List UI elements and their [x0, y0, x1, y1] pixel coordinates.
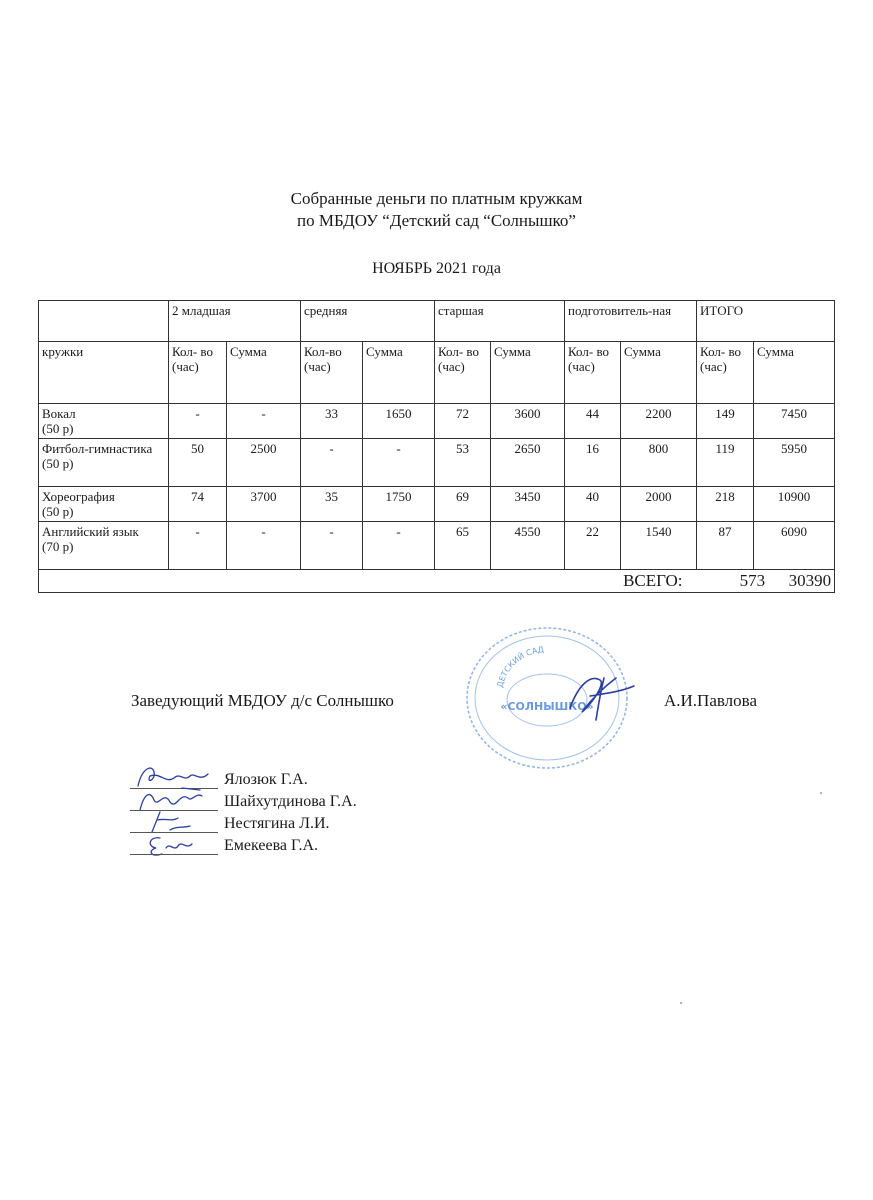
table-cell: 69: [435, 487, 491, 522]
table-cell: 33: [301, 404, 363, 439]
table-cell: 50: [169, 439, 227, 487]
table-cell: 218: [697, 487, 754, 522]
table-cell: 1650: [363, 404, 435, 439]
sub-header-row: [39, 342, 835, 404]
total-row: [39, 570, 835, 593]
club-name: Английский язык: [42, 524, 139, 539]
sum-header: Сумма: [227, 342, 301, 404]
club-price: (50 р): [42, 456, 74, 471]
document-title-line1: Собранные деньги по платным кружкам: [290, 189, 583, 208]
total-cell: [39, 570, 835, 593]
head-name: А.И.Павлова: [664, 691, 758, 710]
total-sum: 30390: [788, 571, 832, 590]
stamp-center-text: «СОЛНЫШКО»: [500, 700, 594, 713]
member-name: Емекеева Г.А.: [224, 837, 319, 854]
sum-header: Сумма: [363, 342, 435, 404]
report-period: НОЯБРЬ 2021 года: [372, 260, 501, 277]
table-cell: 2650: [491, 439, 565, 487]
table-cell: 800: [621, 439, 697, 487]
table-cell: -: [363, 522, 435, 570]
member-name: Ялозюк Г.А.: [224, 771, 308, 788]
club-name: Хореография: [42, 489, 115, 504]
table-row: [39, 439, 835, 487]
group-header-row: [39, 301, 835, 342]
table-cell: -: [227, 404, 301, 439]
table-cell: 1540: [621, 522, 697, 570]
scan-speck: [680, 1002, 682, 1004]
sum-header: Сумма: [754, 342, 835, 404]
club-name: Вокал: [42, 406, 76, 421]
table-cell: 53: [435, 439, 491, 487]
hours-header: Кол- во (час): [697, 342, 754, 404]
club-name-cell: [39, 487, 169, 522]
hours-header: Кол- во (час): [435, 342, 491, 404]
table-cell: 3600: [491, 404, 565, 439]
table-row: [39, 404, 835, 439]
club-name-cell: [39, 404, 169, 439]
table-cell: 35: [301, 487, 363, 522]
hours-header: Кол-во (час): [301, 342, 363, 404]
table-cell: 65: [435, 522, 491, 570]
signature-line: [130, 854, 218, 855]
table-cell: 10900: [754, 487, 835, 522]
table-cell: 7450: [754, 404, 835, 439]
table-cell: 74: [169, 487, 227, 522]
table-cell: 6090: [754, 522, 835, 570]
table-cell: 16: [565, 439, 621, 487]
group-header-junior2: 2 младшая: [169, 301, 301, 342]
clubs-header: кружки: [39, 342, 169, 404]
table-cell: -: [169, 522, 227, 570]
table-cell: -: [363, 439, 435, 487]
table-cell: 40: [565, 487, 621, 522]
table-cell: 3450: [491, 487, 565, 522]
table-cell: 4550: [491, 522, 565, 570]
head-position: Заведующий МБДОУ д/с Солнышко: [131, 691, 394, 710]
table-cell: 3700: [227, 487, 301, 522]
member-name: Нестягина Л.И.: [224, 815, 330, 832]
club-price: (70 р): [42, 539, 74, 554]
committee-member: [128, 836, 408, 858]
document-title-line2: по МБДОУ “Детский сад “Солнышко”: [297, 211, 576, 230]
table-row: [39, 487, 835, 522]
table-cell: 44: [565, 404, 621, 439]
hours-header: Кол- во (час): [169, 342, 227, 404]
total-label: ВСЕГО:: [623, 571, 683, 590]
sum-header: Сумма: [621, 342, 697, 404]
club-name-cell: [39, 522, 169, 570]
table-cell: -: [227, 522, 301, 570]
stamp-top-text: ДЕТСКИЙ САД: [495, 645, 545, 689]
empty-corner-cell: [39, 301, 169, 342]
club-price: (50 р): [42, 421, 74, 436]
table-row: [39, 522, 835, 570]
sum-header: Сумма: [491, 342, 565, 404]
head-signature: [560, 666, 640, 726]
table-cell: -: [301, 522, 363, 570]
committee-signatures: [128, 770, 408, 858]
group-header-total: ИТОГО: [697, 301, 835, 342]
club-price: (50 р): [42, 504, 74, 519]
club-name: Фитбол-гимнастика: [42, 441, 153, 456]
group-header-preparatory: подготовитель-ная: [565, 301, 697, 342]
table-cell: 72: [435, 404, 491, 439]
table-cell: 119: [697, 439, 754, 487]
table-cell: 5950: [754, 439, 835, 487]
payments-table: [38, 300, 835, 593]
table-cell: 2500: [227, 439, 301, 487]
total-hours: 573: [739, 571, 766, 590]
table-cell: 22: [565, 522, 621, 570]
table-cell: 87: [697, 522, 754, 570]
svg-text:ДЕТСКИЙ САД: [496, 645, 545, 688]
group-header-senior: старшая: [435, 301, 565, 342]
table-cell: -: [301, 439, 363, 487]
table-cell: -: [169, 404, 227, 439]
table-cell: 149: [697, 404, 754, 439]
hours-header: Кол- во (час): [565, 342, 621, 404]
scan-speck: [820, 792, 822, 794]
table-cell: 2000: [621, 487, 697, 522]
member-name: Шайхутдинова Г.А.: [224, 793, 357, 810]
table-cell: 1750: [363, 487, 435, 522]
group-header-middle: средняя: [301, 301, 435, 342]
table-cell: 2200: [621, 404, 697, 439]
club-name-cell: [39, 439, 169, 487]
